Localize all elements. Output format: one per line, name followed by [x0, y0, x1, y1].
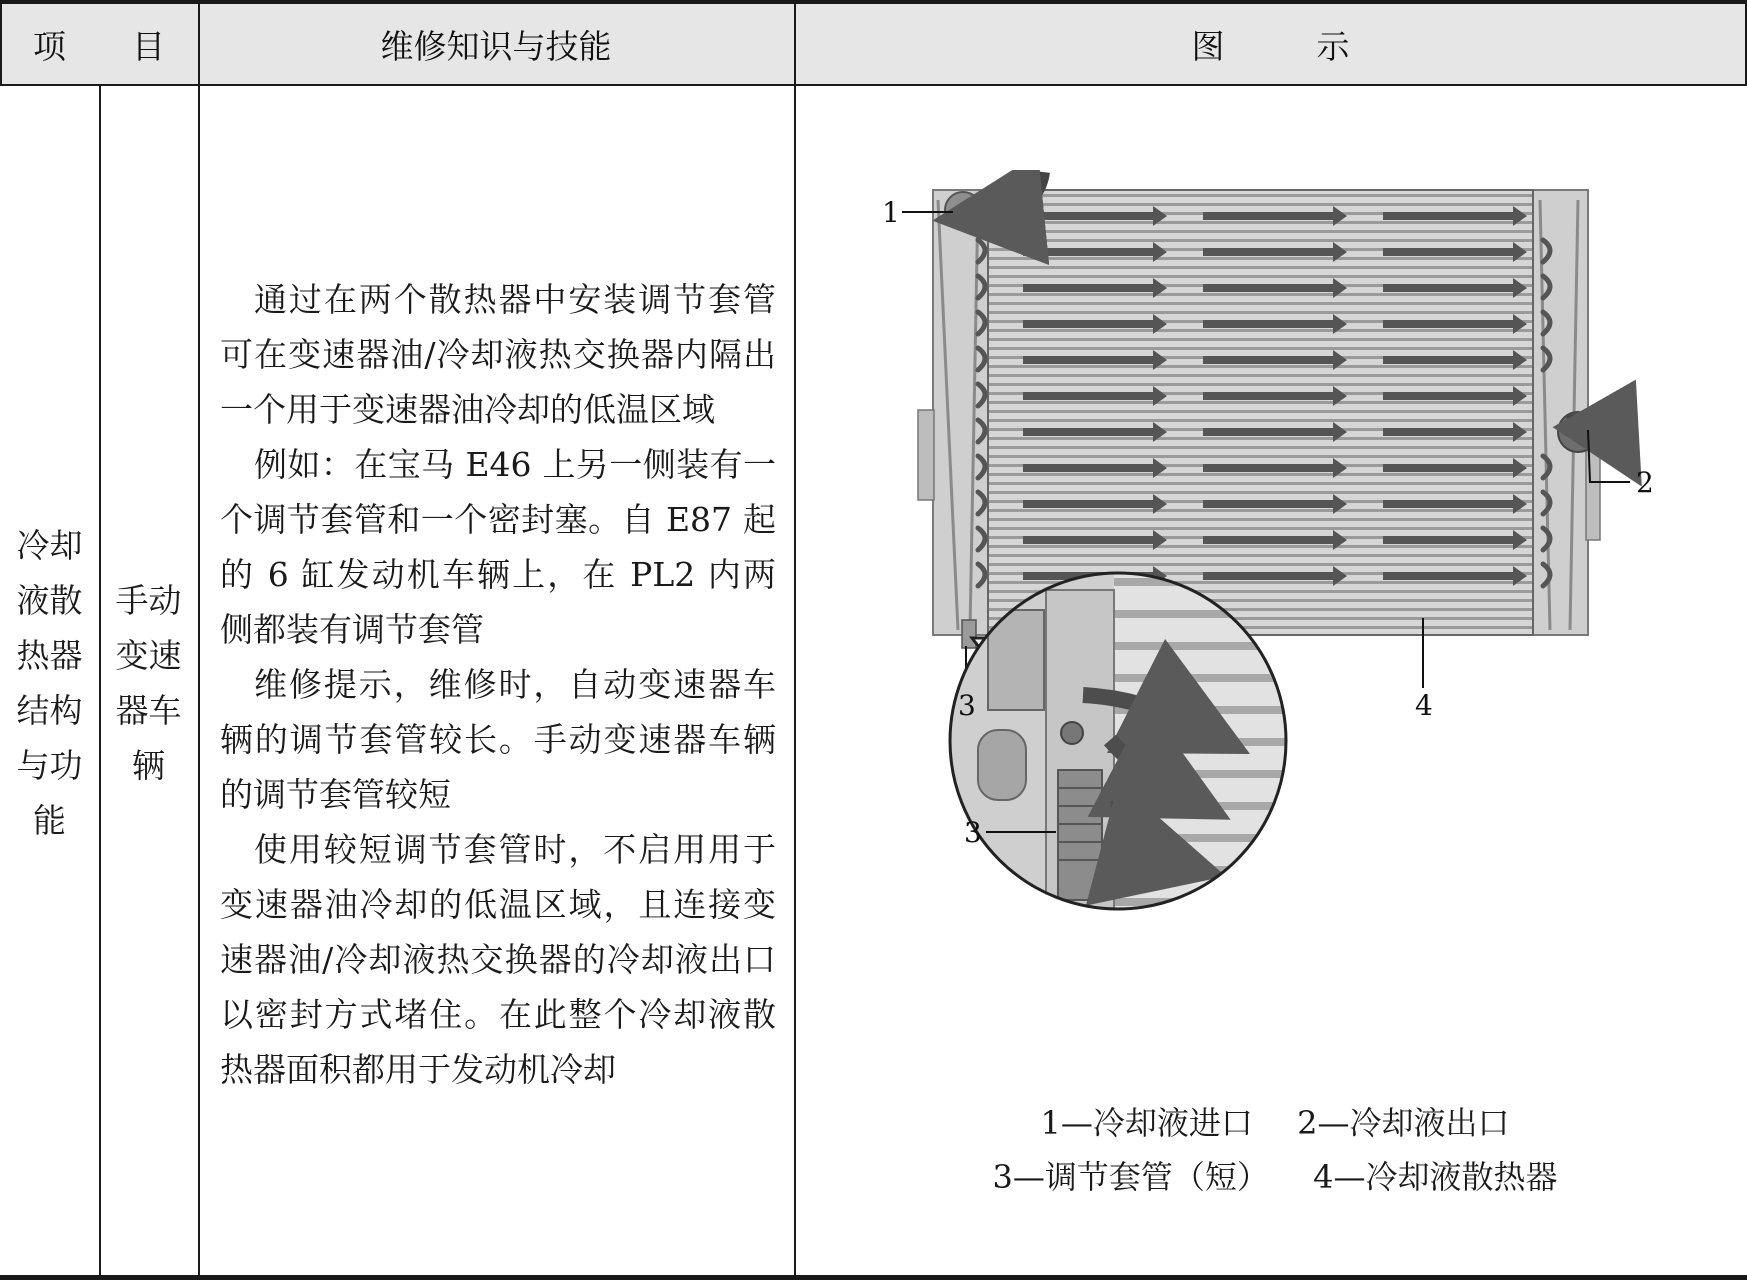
caption-item: 3—调节套管（短）: [992, 1158, 1269, 1196]
figure-caption-line-1: [880, 1098, 1670, 1144]
category-line: 冷却: [16, 526, 83, 565]
subcategory-line: 变速: [115, 636, 182, 675]
knowledge-figure-rule: [794, 0, 796, 1276]
knowledge-paragraph: 使用较短调节套管时，不启用用于变速器油冷却的低温区域，且连接变速器油/冷却液热交换器的冷却液出口以密封方式堵住。在此整个冷却液散热器面积都用于发动机冷却: [220, 830, 776, 1089]
adjusting-sleeve-fitting: [962, 620, 976, 648]
knowledge-paragraph: 通过在两个散热器中安装调节套管可在变速器油/冷却液热交换器内隔出一个用于变速器油冷却的低温区域: [220, 280, 776, 429]
header-figure: [794, 4, 1747, 84]
knowledge-paragraph: 维修提示，维修时，自动变速器车辆的调节套管较长。手动变速器车辆的调节套管较短: [220, 665, 776, 814]
subcategory-line: 辆: [132, 746, 165, 785]
header-item-char-2: 目: [132, 26, 165, 66]
item-knowledge-rule: [198, 0, 200, 1276]
caption-item: 1—冷却液进口: [1040, 1104, 1253, 1142]
callout-3: 3: [958, 689, 976, 722]
callout-2: 2: [1636, 466, 1654, 499]
subcategory-cell: [99, 573, 198, 793]
subcategory-line: 器车: [115, 691, 182, 730]
subcategory-line: 手动: [115, 581, 182, 620]
header-knowledge-label: 维修知识与技能: [380, 26, 612, 66]
header-figure-char-2: 示: [1316, 26, 1350, 66]
radiator-core: [988, 190, 1533, 635]
category-line: 液散: [16, 581, 83, 620]
table-bottom-rule: [0, 1275, 1747, 1280]
radiator-diagram: [878, 170, 1668, 1040]
header-knowledge: [198, 4, 794, 84]
callout-3-zoom: 3: [964, 816, 982, 849]
caption-item: 4—冷却液散热器: [1313, 1158, 1558, 1196]
category-line: 热器: [16, 636, 83, 675]
callout-1: 1: [882, 196, 900, 229]
header-figure-char-1: 图: [1191, 26, 1225, 66]
knowledge-paragraph: 例如：在宝马 E46 上另一侧装有一个调节套管和一个密封塞。自 E87 起的 6 缸发动机车辆上，在 PL2 内两侧都装有调节套管: [220, 445, 776, 649]
category-line: 结构: [16, 691, 83, 730]
header-item: [0, 4, 198, 84]
header-item-char-1: 项: [33, 26, 66, 66]
coolant-inlet: [945, 192, 981, 228]
category-line: 能: [33, 801, 66, 840]
figure-caption-line-2: [880, 1152, 1670, 1198]
category-line: 与功: [16, 746, 83, 785]
caption-item: 2—冷却液出口: [1297, 1104, 1510, 1142]
callout-4: 4: [1415, 689, 1433, 722]
category-cell: [0, 518, 99, 848]
knowledge-text: [220, 272, 776, 1097]
header-bottom-rule: [0, 84, 1747, 86]
